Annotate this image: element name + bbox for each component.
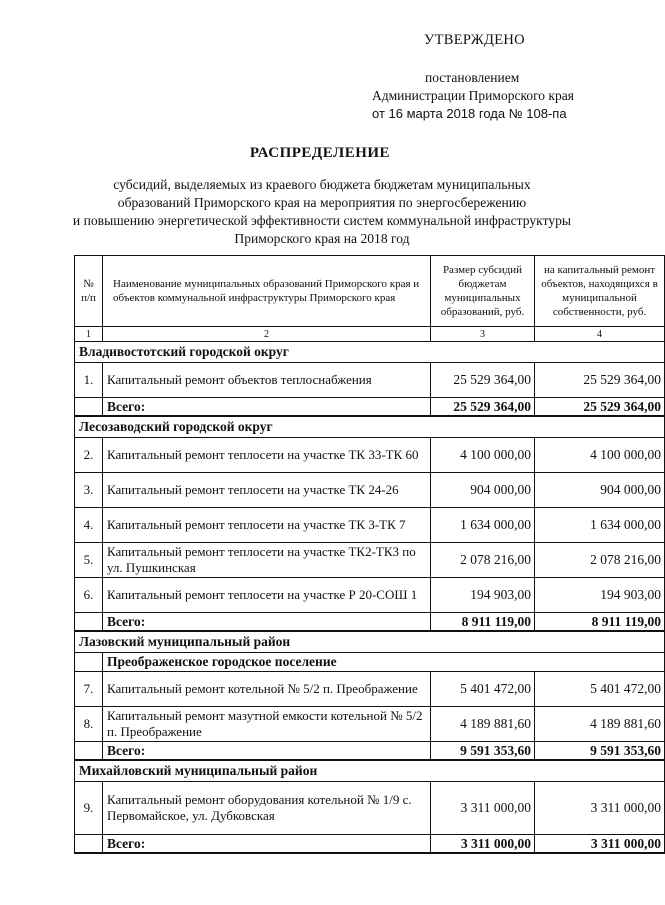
- document-title: РАСПРЕДЕЛЕНИЕ: [249, 145, 391, 161]
- column-number: 1: [75, 327, 103, 342]
- table-row: [75, 782, 665, 835]
- total-repair: 8 911 119,00: [535, 613, 665, 632]
- total-subsidy: 3 311 000,00: [431, 835, 535, 854]
- header-name: Наименование муниципальных образований Приморского края и объектов коммунальной инфраструктуры Приморского края: [103, 256, 431, 327]
- row-subsidy: 25 529 364,00: [431, 363, 535, 398]
- subsection-row: [75, 653, 665, 672]
- total-blank: [75, 742, 103, 761]
- row-name: Капитальный ремонт объектов теплоснабжения: [103, 363, 431, 398]
- header-num: № п/п: [75, 256, 103, 327]
- total-row: [75, 742, 665, 761]
- section-name: Лазовский муниципальный район: [75, 631, 665, 653]
- decree-line-1: постановлением: [425, 70, 520, 85]
- total-label: Всего:: [103, 835, 431, 854]
- row-name: Капитальный ремонт котельной № 5/2 п. Преображение: [103, 672, 431, 707]
- subsection-name: Преображенское городское поселение: [103, 653, 665, 672]
- total-blank: [75, 835, 103, 854]
- subtitle-line-2: образований Приморского края на мероприятия по энергосбережению: [117, 195, 527, 210]
- table-row: [75, 508, 665, 543]
- decree-line-2: Администрации Приморского края: [372, 88, 574, 103]
- row-repair: 5 401 472,00: [535, 672, 665, 707]
- section-name: Михайловский муниципальный район: [75, 760, 665, 782]
- row-num: 9.: [75, 782, 103, 835]
- row-subsidy: 194 903,00: [431, 578, 535, 613]
- row-num: 1.: [75, 363, 103, 398]
- row-subsidy: 1 634 000,00: [431, 508, 535, 543]
- total-label: Всего:: [103, 613, 431, 632]
- total-subsidy: 25 529 364,00: [431, 398, 535, 417]
- row-repair: 25 529 364,00: [535, 363, 665, 398]
- row-num: 6.: [75, 578, 103, 613]
- total-repair: 9 591 353,60: [535, 742, 665, 761]
- row-name: Капитальный ремонт теплосети на участке ТК 3-ТК 7: [103, 508, 431, 543]
- subtitle-line-1: субсидий, выделяемых из краевого бюджета бюджетам муниципальных: [113, 177, 531, 192]
- row-repair: 904 000,00: [535, 473, 665, 508]
- row-repair: 4 189 881,60: [535, 707, 665, 742]
- row-num: 7.: [75, 672, 103, 707]
- row-num: 4.: [75, 508, 103, 543]
- section-row: [75, 760, 665, 782]
- row-num: 2.: [75, 438, 103, 473]
- document-subtitle: [30, 176, 614, 248]
- row-name: Капитальный ремонт теплосети на участке Р 20-СОШ 1: [103, 578, 431, 613]
- total-blank: [75, 613, 103, 632]
- row-subsidy: 2 078 216,00: [431, 543, 535, 578]
- row-repair: 194 903,00: [535, 578, 665, 613]
- row-repair: 1 634 000,00: [535, 508, 665, 543]
- column-number: 2: [103, 327, 431, 342]
- row-name: Капитальный ремонт теплосети на участке ТК 33-ТК 60: [103, 438, 431, 473]
- row-num: 3.: [75, 473, 103, 508]
- row-name: Капитальный ремонт мазутной емкости котельной № 5/2 п. Преображение: [103, 707, 431, 742]
- table-row: [75, 707, 665, 742]
- total-blank: [75, 398, 103, 417]
- row-subsidy: 3 311 000,00: [431, 782, 535, 835]
- row-num: 8.: [75, 707, 103, 742]
- column-number-row: [75, 327, 665, 342]
- row-repair: 4 100 000,00: [535, 438, 665, 473]
- decree-reference: [372, 69, 574, 123]
- decree-line-3: от 16 марта 2018 года № 108-па: [372, 106, 567, 121]
- total-row: [75, 613, 665, 632]
- row-subsidy: 5 401 472,00: [431, 672, 535, 707]
- subtitle-line-3: и повышению энергетической эффективности систем коммунальной инфраструктуры: [72, 213, 572, 228]
- row-name: Капитальный ремонт оборудования котельной № 1/9 с. Первомайское, ул. Дубковская: [103, 782, 431, 835]
- subtitle-line-4: Приморского края на 2018 год: [234, 231, 410, 246]
- header-repair: на капитальный ремонт объектов, находящихся в муниципальной собственности, руб.: [535, 256, 665, 327]
- header-subsidy: Размер субсидий бюджетам муниципальных образований, руб.: [431, 256, 535, 327]
- section-name: Лесозаводский городской округ: [75, 416, 665, 438]
- total-label: Всего:: [103, 742, 431, 761]
- row-name: Капитальный ремонт теплосети на участке ТК 24-26: [103, 473, 431, 508]
- row-subsidy: 4 100 000,00: [431, 438, 535, 473]
- table-row: [75, 363, 665, 398]
- table-row: [75, 473, 665, 508]
- section-row: [75, 416, 665, 438]
- total-row: [75, 398, 665, 417]
- row-subsidy: 4 189 881,60: [431, 707, 535, 742]
- total-subsidy: 8 911 119,00: [431, 613, 535, 632]
- column-number: 3: [431, 327, 535, 342]
- section-name: Владивостотский городской округ: [75, 342, 665, 363]
- total-subsidy: 9 591 353,60: [431, 742, 535, 761]
- total-row: [75, 835, 665, 854]
- column-number: 4: [535, 327, 665, 342]
- section-row: [75, 631, 665, 653]
- table-row: [75, 672, 665, 707]
- table-row: [75, 578, 665, 613]
- row-repair: 3 311 000,00: [535, 782, 665, 835]
- total-repair: 25 529 364,00: [535, 398, 665, 417]
- table-row: [75, 543, 665, 578]
- total-label: Всего:: [103, 398, 431, 417]
- row-subsidy: 904 000,00: [431, 473, 535, 508]
- total-repair: 3 311 000,00: [535, 835, 665, 854]
- row-num: 5.: [75, 543, 103, 578]
- approved-stamp: УТВЕРЖДЕНО: [424, 32, 525, 48]
- distribution-table: [74, 255, 665, 854]
- subsection-blank: [75, 653, 103, 672]
- row-repair: 2 078 216,00: [535, 543, 665, 578]
- row-name: Капитальный ремонт теплосети на участке ТК2-ТК3 по ул. Пушкинская: [103, 543, 431, 578]
- table-header-row: [75, 256, 665, 327]
- table-row: [75, 438, 665, 473]
- section-row: [75, 342, 665, 363]
